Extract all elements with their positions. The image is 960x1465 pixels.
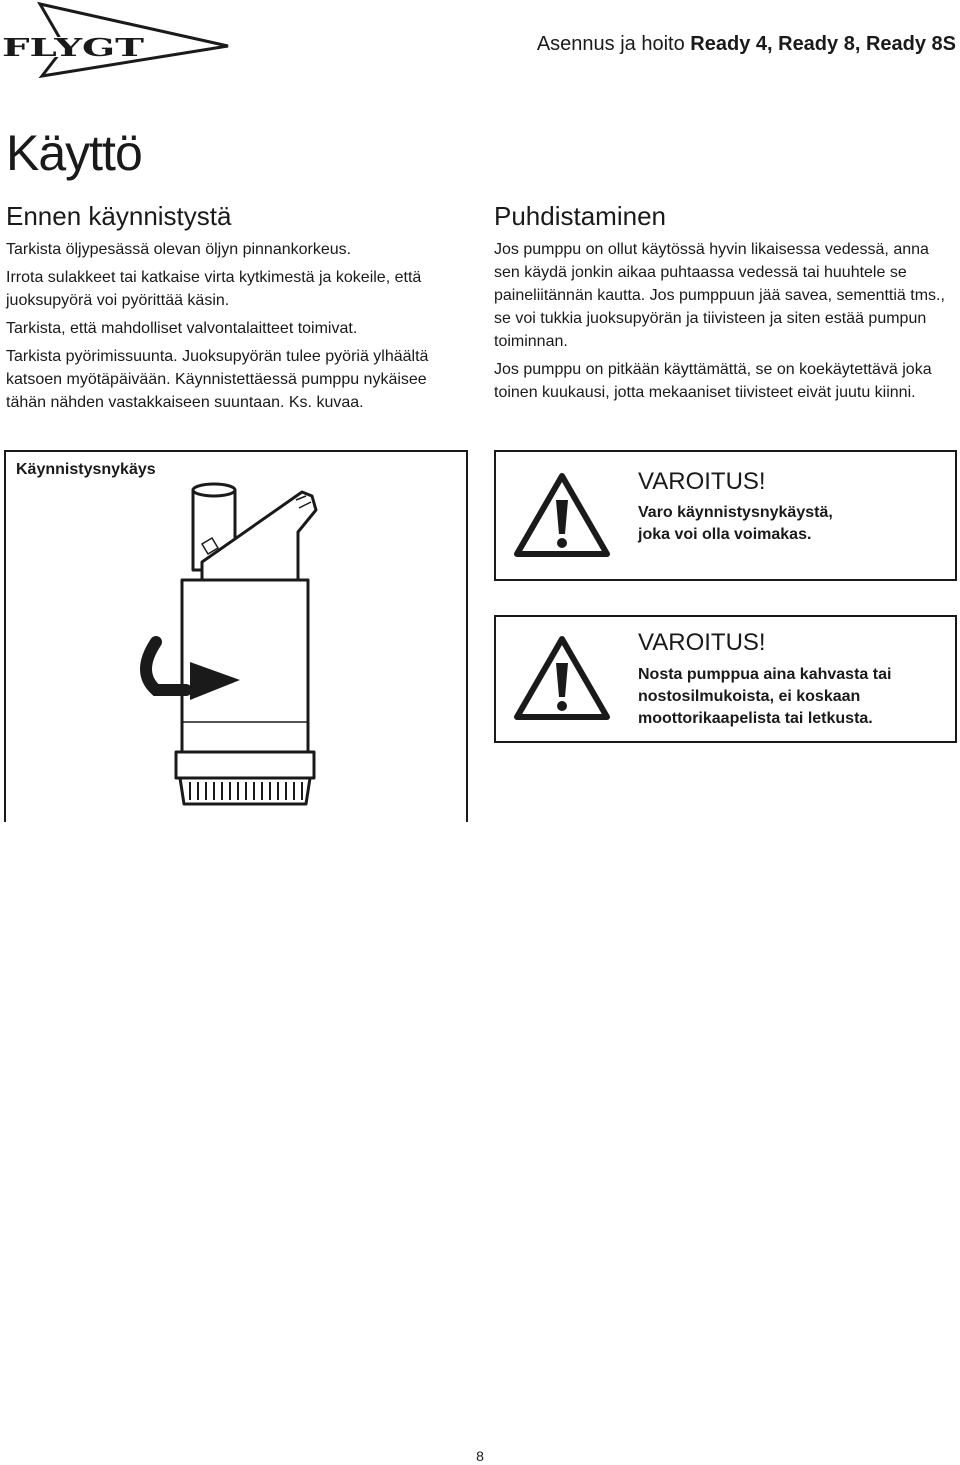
svg-text:FLYGT: FLYGT <box>2 33 145 62</box>
flygt-logo <box>0 0 230 80</box>
warning-heading: VAROITUS! <box>638 468 766 495</box>
warning-triangle-icon <box>514 635 610 721</box>
start-jerk-figure <box>4 450 468 822</box>
paragraph: Irrota sulakkeet tai katkaise virta kytkimestä ja kokeile, että juoksupyörä voi pyörittää käsin. <box>6 269 422 310</box>
warning-text: Varo käynnistysnykäystä, joka voi olla voimakas. <box>638 504 833 543</box>
cleaning-heading: Puhdistaminen <box>494 201 666 231</box>
warning-box <box>494 450 957 581</box>
header-title-models: Ready 4, Ready 8, Ready 8S <box>690 33 956 55</box>
figure-caption: Käynnistysnykäys <box>16 461 156 478</box>
cleaning-section <box>494 201 956 409</box>
warning-box <box>494 615 957 743</box>
document-header-title <box>537 33 956 56</box>
warning-heading: VAROITUS! <box>638 629 766 656</box>
header-title-prefix: Asennus ja hoito <box>536 33 685 55</box>
paragraph: Tarkista, että mahdolliset valvontalaitteet toimivat. <box>6 320 358 338</box>
paragraph: Jos pumppu on pitkään käyttämättä, se on koekäytettävä joka toinen kuukausi, jotta mekaaniset tiivisteet eivät juutu kiinni. <box>494 361 932 402</box>
before-start-section <box>6 201 468 419</box>
warning-text: Nosta pumppua aina kahvasta tai nostosilmukoista, ei koskaan moottorikaapelista tai letkusta. <box>638 666 892 727</box>
page-title: Käyttö <box>6 125 142 181</box>
pump-illustration <box>6 452 466 822</box>
warning-triangle-icon <box>514 472 610 558</box>
paragraph: Tarkista öljypesässä olevan öljyn pinnankorkeus. <box>6 241 352 259</box>
paragraph: Jos pumppu on ollut käytössä hyvin likaisessa vedessä, anna sen käydä jonkin aikaa puhtaassa vedessä tai huuhtele se paineliitännän kautta. Jos pumppuun jää savea, sementtiä tms., se voi tukkia juoksupyörän ja tiivisteen ja siten estää pumpun toiminnan. <box>494 241 945 351</box>
paragraph: Tarkista pyörimissuunta. Juoksupyörän tulee pyöriä ylhäältä katsoen myötäpäivään. Käynnistettäessä pumppu nykäisee tähän nähden vastakkaiseen suuntaan. Ks. kuvaa. <box>6 348 429 412</box>
before-start-heading: Ennen käynnistystä <box>6 201 232 231</box>
page-number: 8 <box>476 1448 484 1464</box>
